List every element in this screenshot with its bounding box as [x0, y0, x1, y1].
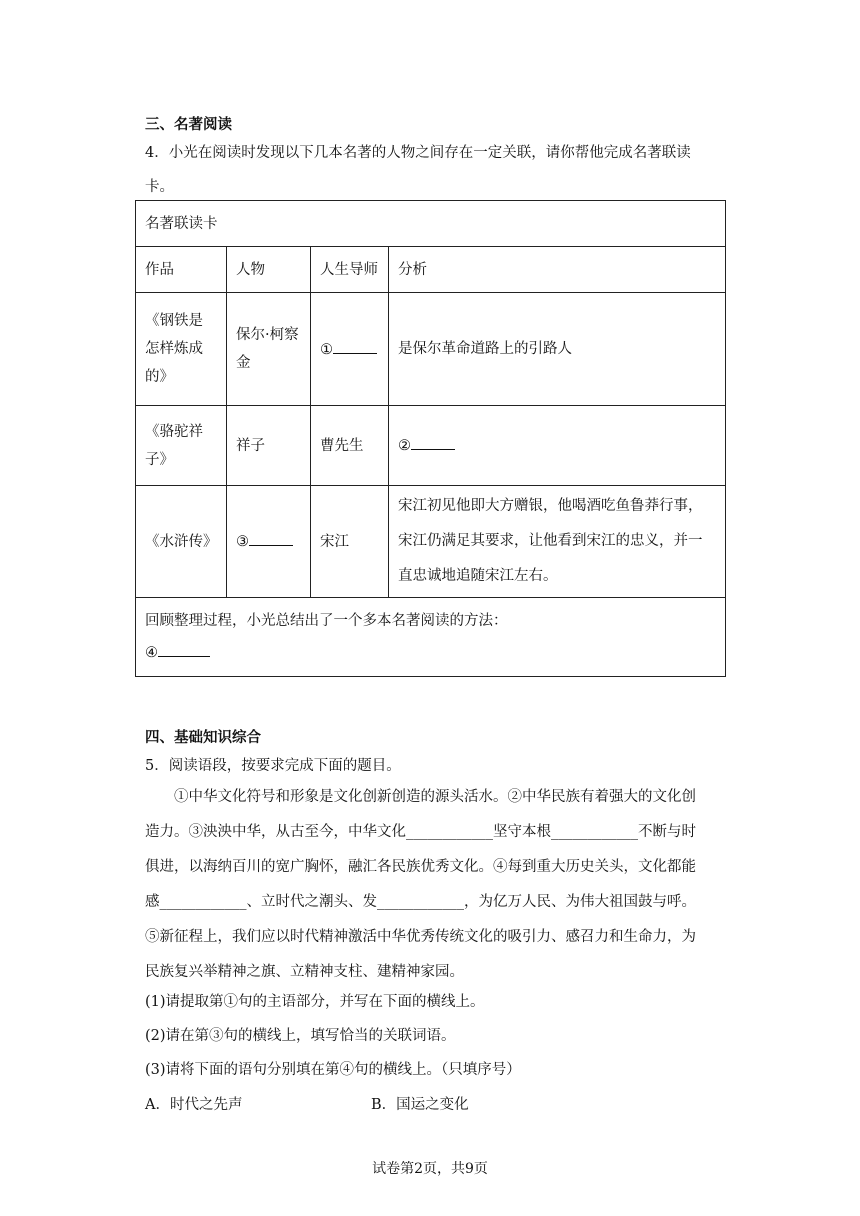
sub-question-1: (1)请提取第①句的主语部分，并写在下面的横线上。 — [145, 994, 485, 1010]
passage-line: 造力。③泱泱中华，从古至今，中华文化____________坚守本根____________不断与时 — [145, 824, 696, 840]
sub-question-3: (3)请将下面的语句分别填在第④句的横线上。（只填序号） — [145, 1062, 521, 1078]
section-3-heading: 三、名著阅读 — [145, 117, 232, 133]
option-a: A．时代之先声 — [145, 1097, 243, 1113]
answer-blank-1[interactable] — [333, 335, 377, 354]
work-cell: 《骆驼祥 子》 — [136, 406, 227, 486]
work-cell: 《钢铁是 怎样炼成 的》 — [136, 293, 227, 406]
table-row — [136, 486, 726, 598]
answer-blank-2[interactable] — [411, 431, 455, 450]
passage-line: 俱进，以海纳百川的宽广胸怀，融汇各民族优秀文化。④每到重大历史关头，文化都能 — [145, 859, 696, 875]
header-analysis: 分析 — [389, 247, 726, 293]
mentor-cell: 宋江 — [311, 486, 389, 598]
header-mentor: 人生导师 — [311, 247, 389, 293]
answer-blank-3[interactable] — [249, 527, 293, 546]
passage-line: 感____________、立时代之潮头、发____________，为亿万人民、为伟大祖国鼓与呼。 — [145, 894, 696, 910]
person-cell: 祥子 — [227, 406, 311, 486]
work-cell: 《水浒传》 — [136, 486, 227, 598]
passage-line: ⑤新征程上，我们应以时代精神激活中华优秀传统文化的吸引力、感召力和生命力，为 — [145, 929, 696, 945]
question-5-intro: 5．阅读语段，按要求完成下面的题目。 — [145, 758, 401, 774]
person-cell: 保尔·柯察 金 — [227, 293, 311, 406]
option-b: B．国运之变化 — [371, 1097, 469, 1113]
reading-card-table — [135, 200, 726, 677]
table-row — [136, 293, 726, 406]
answer-blank-4[interactable] — [158, 638, 210, 657]
sub-question-2: (2)请在第③句的横线上，填写恰当的关联词语。 — [145, 1028, 456, 1044]
page-footer: 试卷第2页，共9页 — [372, 1161, 488, 1177]
header-work: 作品 — [136, 247, 227, 293]
person-cell: ③ — [227, 486, 311, 598]
reading-passage — [145, 780, 717, 990]
analysis-cell: 宋江初见他即大方赠银，他喝酒吃鱼鲁莽行事， 宋江仍满足其要求，让他看到宋江的忠义，并一 直忠诚地追随宋江左右。 — [389, 486, 726, 598]
section-4-heading: 四、基础知识综合 — [145, 730, 261, 746]
mentor-cell: ① — [311, 293, 389, 406]
header-person: 人物 — [227, 247, 311, 293]
table-row — [136, 406, 726, 486]
analysis-cell: 是保尔革命道路上的引路人 — [389, 293, 726, 406]
card-title: 名著联读卡 — [136, 201, 726, 247]
mentor-cell: 曹先生 — [311, 406, 389, 486]
question-4-line-1: 4．小光在阅读时发现以下几本名著的人物之间存在一定关联，请你帮他完成名著联读 — [145, 145, 691, 161]
passage-line: ①中华文化符号和形象是文化创新创造的源头活水。②中华民族有着强大的文化创 — [145, 789, 696, 805]
question-4-line-2: 卡。 — [145, 179, 174, 195]
summary-cell: 回顾整理过程，小光总结出了一个多本名著阅读的方法： ④ — [136, 598, 726, 677]
passage-line: 民族复兴举精神之旗、立精神支柱、建精神家园。 — [145, 964, 464, 980]
analysis-cell: ② — [389, 406, 726, 486]
